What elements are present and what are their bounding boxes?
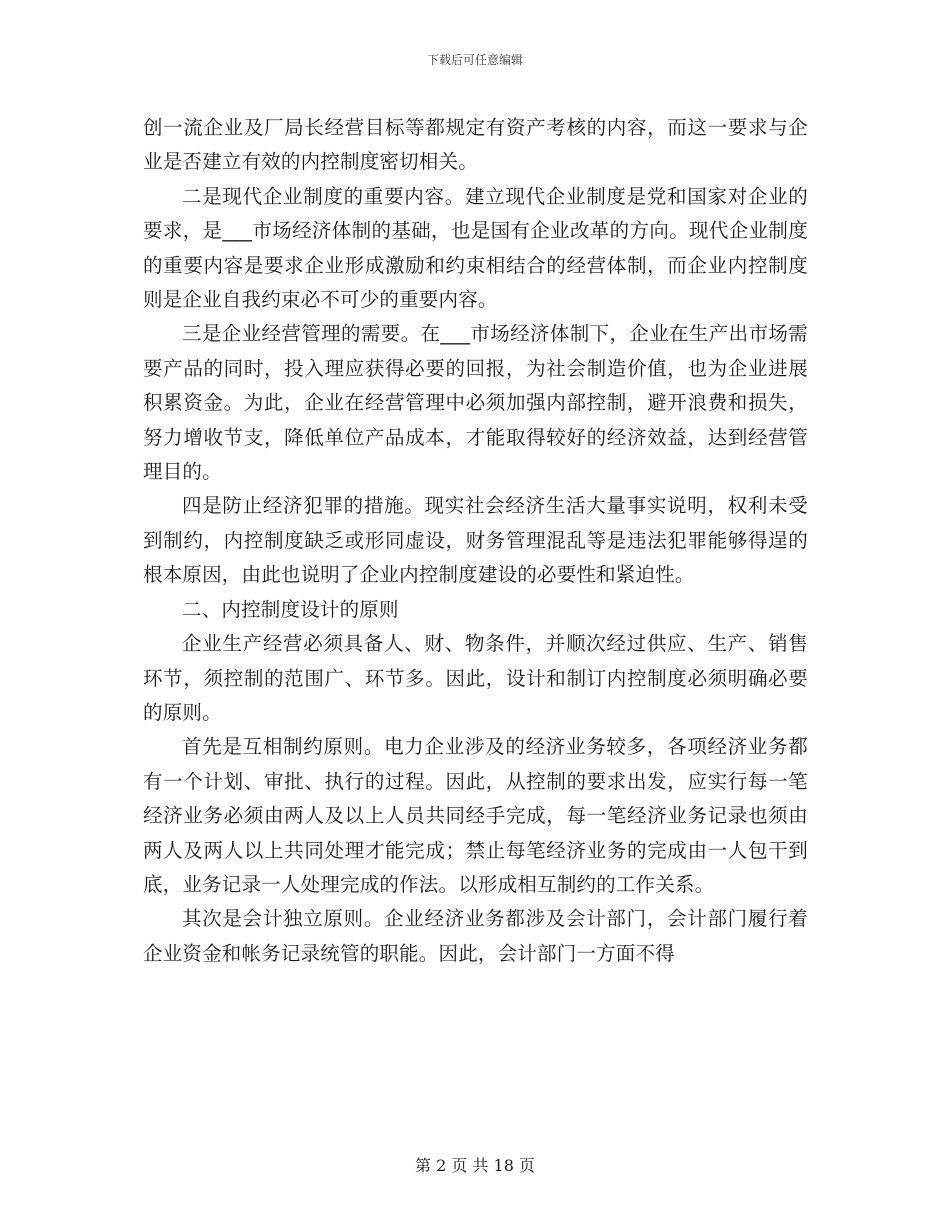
page-number-footer: 第 2 页 共 18 页: [415, 1156, 535, 1175]
section-heading-design-principles: 二、内控制度设计的原则: [182, 597, 399, 621]
paragraph-modern-enterprise-system: 二是现代企业制度的重要内容。建立现代企业制度是党和国家对企业的要求，是___市场经济体制的基础，也是国有企业改革的方向。现代企业制度的重要内容是要求企业形成激励和约束相结合的经营体制，而企业内控制度则是企业自我约束必不可少的重要内容。: [143, 184, 808, 312]
document-body: [143, 111, 808, 971]
paragraph-continuation: 创一流企业及厂局长经营目标等都规定有资产考核的内容，而这一要求与企业是否建立有效的内控制度密切相关。: [143, 116, 808, 174]
paragraph-management-needs: 三是企业经营管理的需要。在___市场经济体制下，企业在生产出市场需要产品的同时，投入理应获得必要的回报，为社会制造价值，也为企业进展积累资金。为此，企业在经营管理中必须加强内部控制，避开浪费和损失，努力增收节支，降低单位产品成本，才能取得较好的经济效益，达到经营管理目的。: [143, 322, 808, 484]
paragraph-mutual-restriction: 首先是互相制约原则。电力企业涉及的经济业务较多，各项经济业务都有一个计划、审批、执行的过程。因此，从控制的要求出发，应实行每一笔经济业务必须由两人及以上人员共同经手完成，每一笔经济业务记录也须由两人及两人以上共同处理才能完成；禁止每笔经济业务的完成由一人包干到底，业务记录一人处理完成的作法。以形成相互制约的工作关系。: [143, 735, 808, 896]
paragraph-crime-prevention: 四是防止经济犯罪的措施。现实社会经济生活大量事实说明，权利未受到制约，内控制度缺乏或形同虚设，财务管理混乱等是违法犯罪能够得逞的根本原因，由此也说明了企业内控制度建设的必要性和紧迫性。: [143, 494, 808, 587]
paragraph-accounting-independence: 其次是会计独立原则。企业经济业务都涉及会计部门，会计部门履行着企业资金和帐务记录统管的职能。因此，会计部门一方面不得: [143, 907, 808, 965]
page-header-note: 下载后可任意编辑: [426, 53, 523, 67]
paragraph-principles-intro: 企业生产经营必须具备人、财、物条件，并顺次经过供应、生产、销售环节，须控制的范围广、环节多。因此，设计和制订内控制度必须明确必要的原则。: [143, 632, 808, 724]
